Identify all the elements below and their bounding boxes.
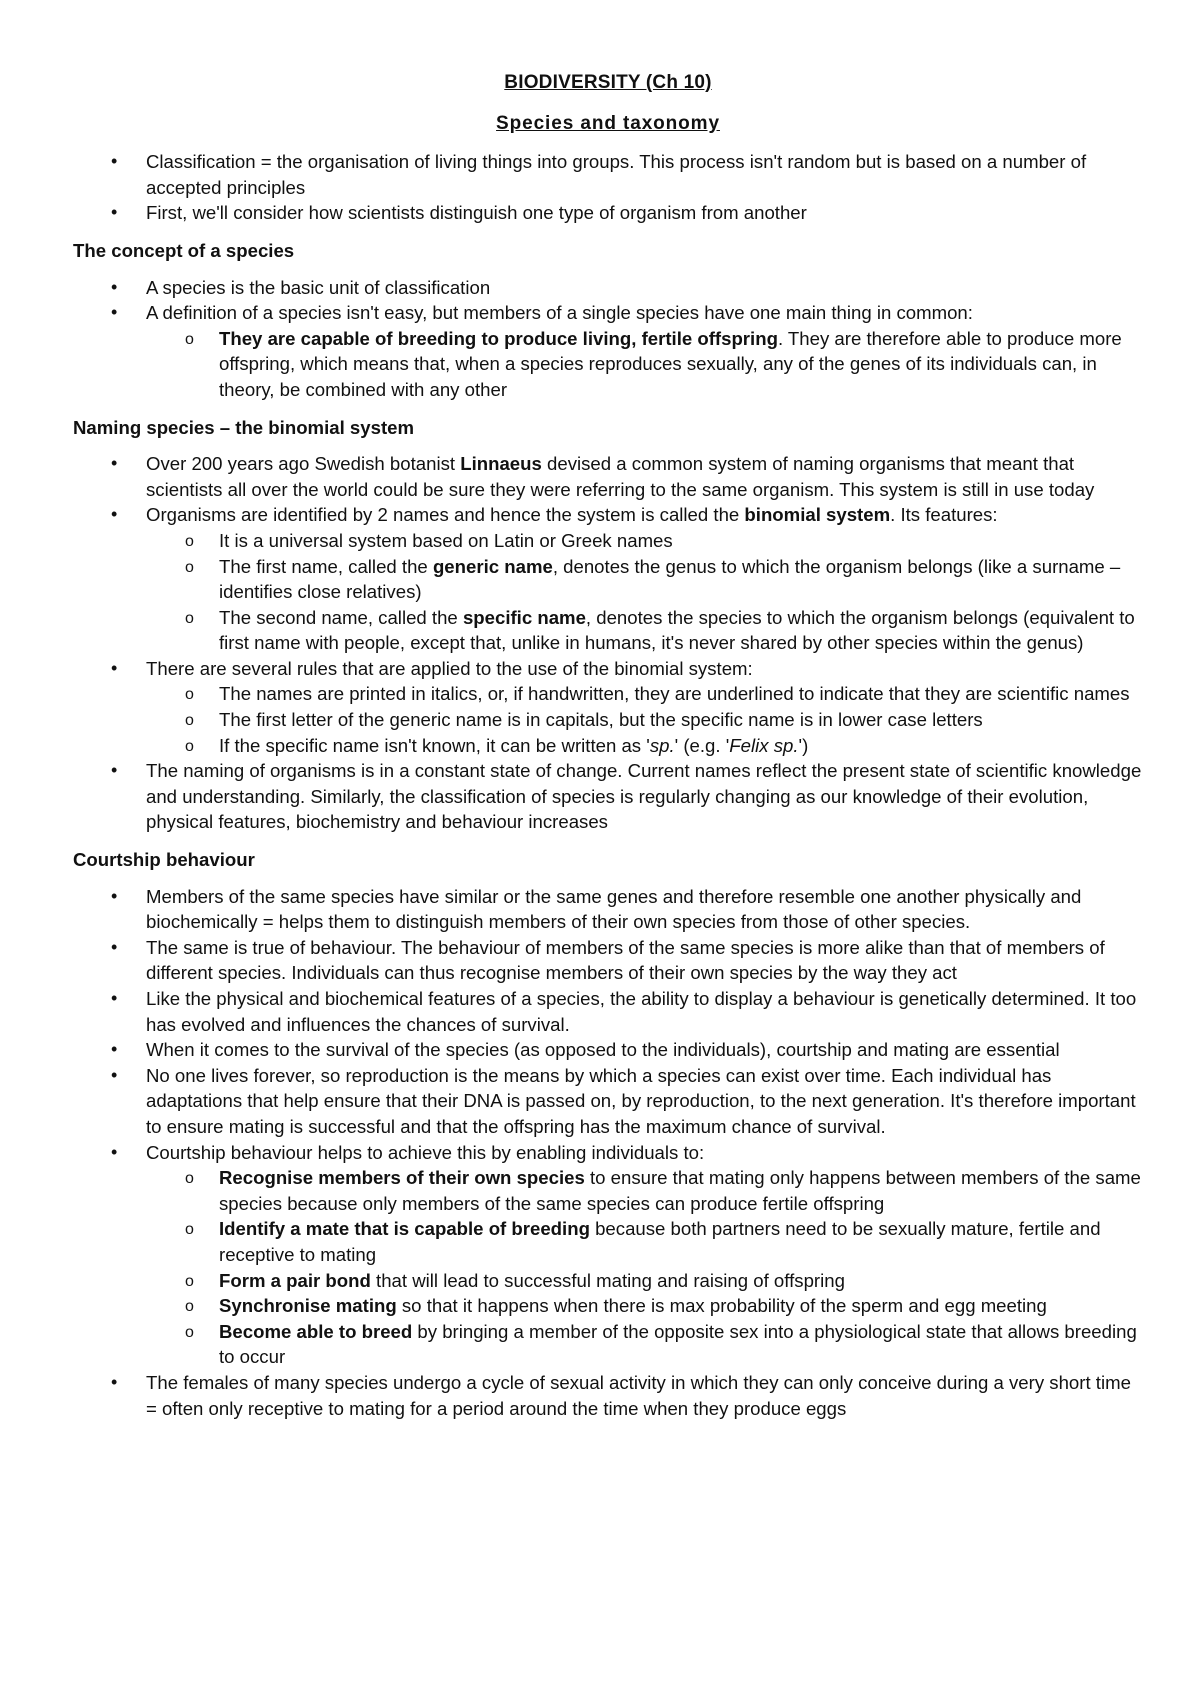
binomial-features-sublist (146, 528, 1143, 656)
intro-list (73, 149, 1143, 226)
sub-bullet-icon: o (185, 1298, 194, 1316)
bullet-icon: • (111, 1141, 118, 1162)
list-item: • No one lives forever, so reproduction is the means by which a species can exist over time. Each individual has adaptations that help ensure that their DNA is passed on, by reproduction, to the next generation. It's therefore important to ensure mating is successful and that the offspring has the maximum chance of survival. (111, 1064, 1136, 1137)
courtship-purposes-sublist (146, 1165, 1143, 1370)
sub-bullet-icon: o (185, 330, 194, 348)
sub-list-item: o They are capable of breeding to produce living, fertile offspring. They are therefore able to produce more offspring, which means that, when a species reproduces sexually, any of the genes of its individuals can, in theory, be combined with any other (185, 327, 1122, 400)
sub-bullet-icon: o (185, 609, 194, 627)
list-item: • First, we'll consider how scientists distinguish one type of organism from another (73, 200, 1143, 226)
list-item: • Courtship behaviour helps to achieve this by enabling individuals to: o Recognise members of their own species to ensure that mating only happens between members of the same species because only members of the same species can produce fertile offspring o Identify a mate that is capable of breeding because both partners need to be sexually mature, fertile and receptive to mating o Form a pair bond that will lead to successful mating and raising of offspring o Synchronise mating so that it happens when there is max probability of the sperm and egg meeting o Become able to breed by bringing a member of the opposite sex into a physiological state that allows breeding to occur (73, 1140, 1143, 1370)
list-item: • Organisms are identified by 2 names and hence the system is called the binomial system. Its features: o It is a universal system based on Latin or Greek names o The first name, called the generic name, denotes the genus to which the organism belongs (like a surname – identifies close relatives) o The second name, called the specific name, denotes the species to which the organism belongs (equivalent to first name with people, except that, unlike in humans, it's never shared by other species within the genus) (73, 502, 1143, 656)
list-item: • A species is the basic unit of classification (73, 275, 1143, 301)
bullet-icon: • (111, 988, 118, 1008)
list-item: • Classification = the organisation of living things into groups. This process isn't random but is based on a number of accepted principles (111, 151, 1087, 198)
courtship-list (73, 884, 1143, 1421)
sub-list-item: o If the specific name isn't known, it can be written as 'sp.' (e.g. 'Felix sp.') (146, 733, 1143, 759)
list-item: • Like the physical and biochemical features of a species, the ability to display a behaviour is genetically determined. It too has evolved and influences the chances of survival. (111, 988, 1137, 1035)
sub-list-item: o Identify a mate that is capable of breeding because both partners need to be sexually mature, fertile and receptive to mating (185, 1218, 1101, 1265)
bullet-icon: • (111, 504, 118, 525)
sub-list-item: o Recognise members of their own species to ensure that mating only happens between members of the same species because only members of the same species can produce fertile offspring (185, 1167, 1141, 1214)
list-item: • When it comes to the survival of the species (as opposed to the individuals), courtship and mating are essential (73, 1037, 1143, 1063)
sub-list-item: o Synchronise mating so that it happens when there is max probability of the sperm and egg meeting (146, 1293, 1143, 1319)
heading-courtship-behaviour: Courtship behaviour (73, 849, 255, 871)
bullet-icon: • (111, 657, 118, 678)
list-item: • Over 200 years ago Swedish botanist Linnaeus devised a common system of naming organisms that meant that scientists all over the world could be sure they were referring to the same organism. This system is still in use today (111, 453, 1095, 500)
heading-concept-of-species: The concept of a species (73, 239, 295, 261)
bullet-icon: • (111, 1064, 118, 1085)
sub-list-item: o The first letter of the generic name is in capitals, but the specific name is in lower case letters (146, 707, 1143, 733)
sub-bullet-icon: o (185, 532, 194, 550)
sub-bullet-icon: o (185, 558, 194, 576)
concept-sublist (146, 326, 1143, 403)
sub-list-item: o Become able to breed by bringing a member of the opposite sex into a physiological state that allows breeding to occur (185, 1320, 1137, 1368)
section-title-species-taxonomy: Species and taxonomy (496, 112, 720, 134)
sub-bullet-icon: o (185, 1221, 194, 1239)
document-title: BIODIVERSITY (Ch 10) (504, 72, 712, 93)
bullet-icon: • (111, 1371, 118, 1392)
bullet-icon: • (111, 1039, 118, 1060)
sub-bullet-icon: o (185, 737, 194, 755)
sub-list-item: o The names are printed in italics, or, if handwritten, they are underlined to indicate that they are scientific names (146, 681, 1143, 707)
list-item: • There are several rules that are applied to the use of the binomial system: o The names are printed in italics, or, if handwritten, they are underlined to indicate that they are scientific names o The first letter of the generic name is in capitals, but the specific name is in lower case letters o If the specific name isn't known, it can be written as 'sp.' (e.g. 'Felix sp.') (73, 656, 1143, 758)
sub-bullet-icon: o (185, 1272, 194, 1290)
concept-list (73, 275, 1143, 403)
bullet-icon: • (111, 302, 118, 323)
sub-bullet-icon: o (185, 686, 194, 704)
list-item: • Members of the same species have similar or the same genes and therefore resemble one another physically and biochemically = helps them to distinguish members of their own species from those of other species. (111, 885, 1082, 933)
list-item: • The same is true of behaviour. The behaviour of members of the same species is more alike than that of members of different species. Individuals can thus recognise members of their own species by the way they act (111, 936, 1105, 984)
sub-list-item: o The first name, called the generic name, denotes the genus to which the organism belongs (like a surname – identifies close relatives) (185, 555, 1121, 603)
sub-list-item: o The second name, called the specific name, denotes the species to which the organism belongs (equivalent to first name with people, except that, unlike in humans, it's never shared by other species within the genus) (185, 606, 1135, 654)
bullet-icon: • (111, 276, 118, 297)
sub-bullet-icon: o (185, 1323, 194, 1341)
naming-list (73, 451, 1143, 835)
list-item: • The females of many species undergo a cycle of sexual activity in which they can only conceive during a very short time = often only receptive to mating for a period around the time when they produce eggs (111, 1371, 1131, 1419)
list-item: • The naming of organisms is in a constant state of change. Current names reflect the present state of scientific knowledge and understanding. Similarly, the classification of species is regularly changing as our knowledge of their evolution, physical features, biochemistry and behaviour increases (111, 760, 1142, 833)
bullet-icon: • (111, 885, 118, 906)
sub-list-item: o Form a pair bond that will lead to successful mating and raising of offspring (146, 1268, 1143, 1294)
binomial-rules-sublist (146, 681, 1143, 758)
bullet-icon: • (111, 760, 118, 781)
heading-naming-species: Naming species – the binomial system (73, 416, 415, 438)
document-page (73, 70, 1143, 1421)
bullet-icon: • (111, 453, 118, 474)
list-item: • A definition of a species isn't easy, but members of a single species have one main thing in common: o They are capable of breeding to produce living, fertile offspring. They are therefore able to produce more offspring, which means that, when a species reproduces sexually, any of the genes of its individuals can, in theory, be combined with any other (73, 300, 1143, 402)
sub-list-item: o It is a universal system based on Latin or Greek names (146, 528, 1143, 554)
bullet-icon: • (111, 151, 118, 172)
bullet-icon: • (111, 202, 118, 223)
sub-bullet-icon: o (185, 1170, 194, 1188)
sub-bullet-icon: o (185, 712, 194, 730)
bullet-icon: • (111, 936, 118, 957)
